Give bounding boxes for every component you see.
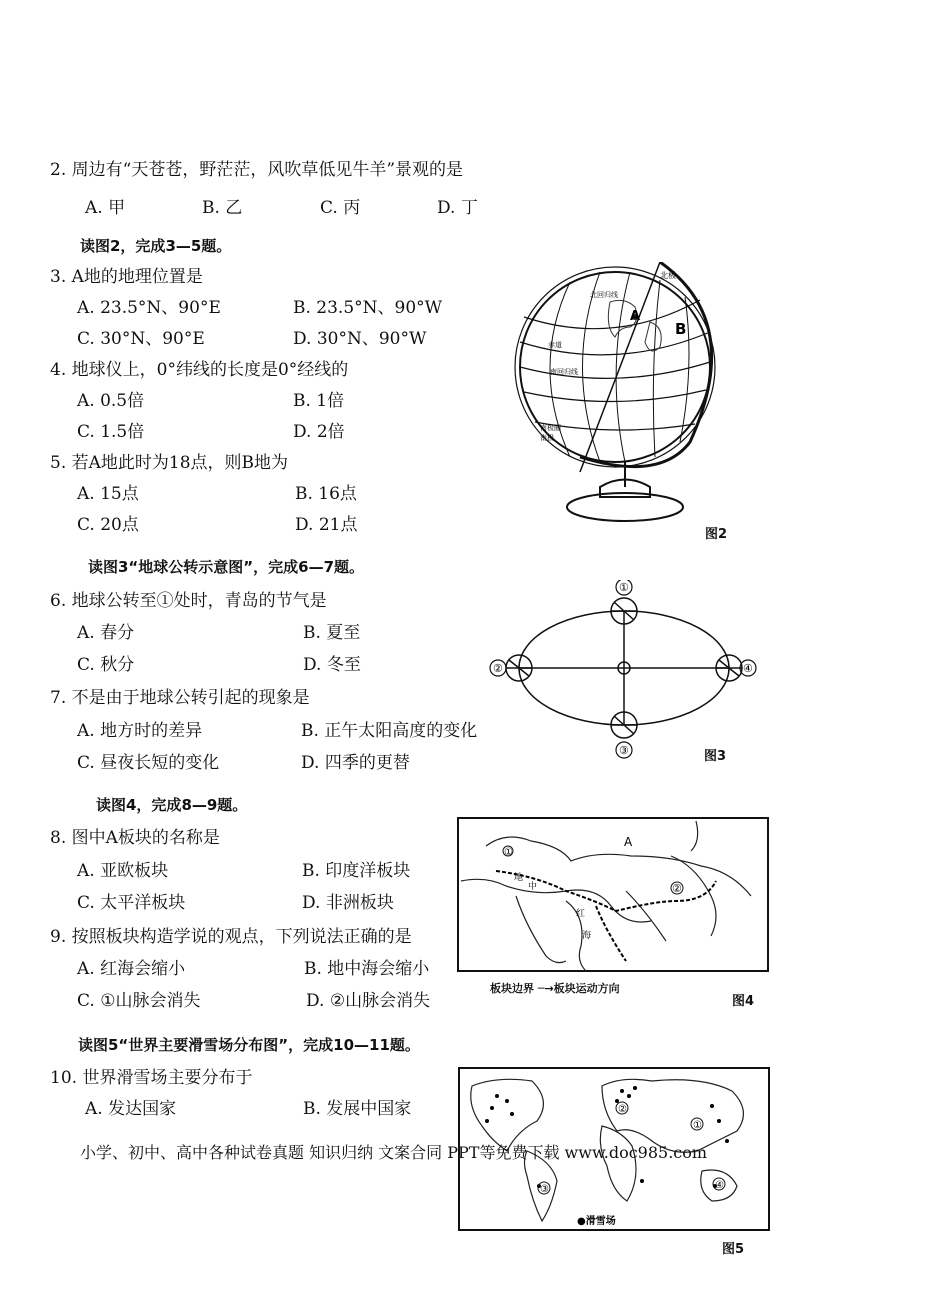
ski-mark-1: ① (693, 1120, 702, 1131)
figure-5-caption: 图5 (722, 1242, 745, 1257)
section-heading-fig2: 读图2，完成3—5题。 (80, 237, 232, 255)
figure-2-globe (510, 262, 740, 542)
figure-5-legend: ●滑雪场 (577, 1216, 616, 1227)
question-10-option-b: B. 发展中国家 (303, 1099, 412, 1119)
question-8-option-d: D. 非洲板块 (302, 893, 394, 913)
sea-label-2: 中 (528, 882, 538, 892)
question-8-option-b: B. 印度洋板块 (302, 861, 411, 881)
question-3-stem: 3. A地的地理位置是 (50, 267, 203, 287)
globe-label-tropic-n: 北回归线 (590, 291, 618, 299)
question-9-stem: 9. 按照板块构造学说的观点，下列说法正确的是 (50, 927, 412, 947)
question-7-option-a: A. 地方时的差异 (77, 721, 203, 741)
orbit-mark-3: ③ (619, 744, 629, 757)
section-heading-fig5: 读图5“世界主要滑雪场分布图”，完成10—11题。 (78, 1036, 420, 1054)
globe-label-equator: 赤道 (548, 341, 562, 349)
question-2-option-b: B. 乙 (202, 198, 243, 218)
red-sea-label-2: 海 (582, 931, 592, 941)
ski-mark-4: ④ (715, 1180, 724, 1191)
question-9-option-a: A. 红海会缩小 (77, 959, 186, 979)
question-4-option-b: B. 1倍 (293, 391, 345, 411)
plate-mark-2: ② (672, 882, 682, 895)
question-5-option-b: B. 16点 (295, 484, 357, 504)
globe-label-south-pole: 南极 (540, 434, 554, 442)
question-2-option-d: D. 丁 (437, 198, 478, 218)
globe-label-north-pole: 北极 (660, 271, 676, 280)
question-3-option-c: C. 30°N、90°E (77, 329, 205, 349)
question-10-option-a: A. 发达国家 (85, 1099, 177, 1119)
question-7-option-c: C. 昼夜长短的变化 (77, 753, 220, 773)
figure-4-caption: 图4 (732, 994, 755, 1009)
question-6-option-d: D. 冬至 (303, 655, 361, 675)
question-5-option-a: A. 15点 (77, 484, 139, 504)
question-3-option-a: A. 23.5°N、90°E (77, 298, 221, 318)
question-9-option-c: C. ①山脉会消失 (77, 991, 201, 1011)
question-4-option-a: A. 0.5倍 (77, 391, 145, 411)
figure-3-caption: 图3 (704, 749, 727, 764)
section-heading-fig4: 读图4，完成8—9题。 (96, 796, 248, 814)
question-6-stem: 6. 地球公转至①处时，青岛的节气是 (50, 591, 327, 611)
question-6-option-c: C. 秋分 (77, 655, 135, 675)
question-10-stem: 10. 世界滑雪场主要分布于 (50, 1068, 253, 1088)
figure-4-plate-map (456, 816, 770, 976)
question-3-option-d: D. 30°N、90°W (293, 329, 427, 349)
figure-4-legend: 板块边界 ─→板块运动方向 (490, 982, 620, 995)
question-7-stem: 7. 不是由于地球公转引起的现象是 (50, 688, 310, 708)
red-sea-label-1: 红 (576, 909, 586, 919)
orbit-mark-2: ② (493, 662, 503, 675)
globe-label-tropic-s: 南回归线 (550, 368, 578, 376)
figure-3-orbit (484, 580, 769, 760)
question-9-option-d: D. ②山脉会消失 (306, 991, 431, 1011)
question-5-option-d: D. 21点 (295, 515, 358, 535)
question-2-stem: 2. 周边有“天苍苍，野茫茫，风吹草低见牛羊”景观的是 (50, 160, 464, 180)
orbit-mark-1: ① (619, 581, 629, 594)
plate-label-a: A (624, 835, 633, 849)
section-heading-fig3: 读图3“地球公转示意图”，完成6—7题。 (88, 558, 365, 576)
question-9-option-b: B. 地中海会缩小 (304, 959, 430, 979)
question-4-option-c: C. 1.5倍 (77, 422, 145, 442)
question-7-option-d: D. 四季的更替 (301, 753, 410, 773)
sea-label-1: 地 (514, 873, 524, 883)
figure-2-caption: 图2 (705, 527, 728, 542)
plate-mark-1: ① (504, 847, 513, 858)
globe-label-b: B (675, 320, 687, 338)
question-3-option-b: B. 23.5°N、90°W (293, 298, 443, 318)
question-8-option-c: C. 太平洋板块 (77, 893, 186, 913)
question-2-option-c: C. 丙 (320, 198, 361, 218)
question-4-stem: 4. 地球仪上，0°纬线的长度是0°经线的 (50, 360, 349, 380)
question-2-option-a: A. 甲 (85, 198, 126, 218)
orbit-mark-4: ④ (743, 662, 753, 675)
question-5-option-c: C. 20点 (77, 515, 139, 535)
question-6-option-a: A. 春分 (77, 623, 135, 643)
globe-label-a: A (630, 309, 641, 324)
question-7-option-b: B. 正午太阳高度的变化 (301, 721, 478, 741)
question-8-stem: 8. 图中A板块的名称是 (50, 828, 220, 848)
question-5-stem: 5. 若A地此时为18点，则B地为 (50, 453, 289, 473)
footer-watermark: 小学、初中、高中各种试卷真题 知识归纳 文案合同 PPT等免费下载 www.doc985.com (80, 1143, 708, 1162)
question-6-option-b: B. 夏至 (303, 623, 361, 643)
question-4-option-d: D. 2倍 (293, 422, 345, 442)
ski-mark-2: ② (618, 1104, 627, 1115)
question-8-option-a: A. 亚欧板块 (77, 861, 169, 881)
globe-label-antarctic: 南极圈 (540, 424, 561, 432)
ski-mark-3: ③ (540, 1184, 549, 1195)
